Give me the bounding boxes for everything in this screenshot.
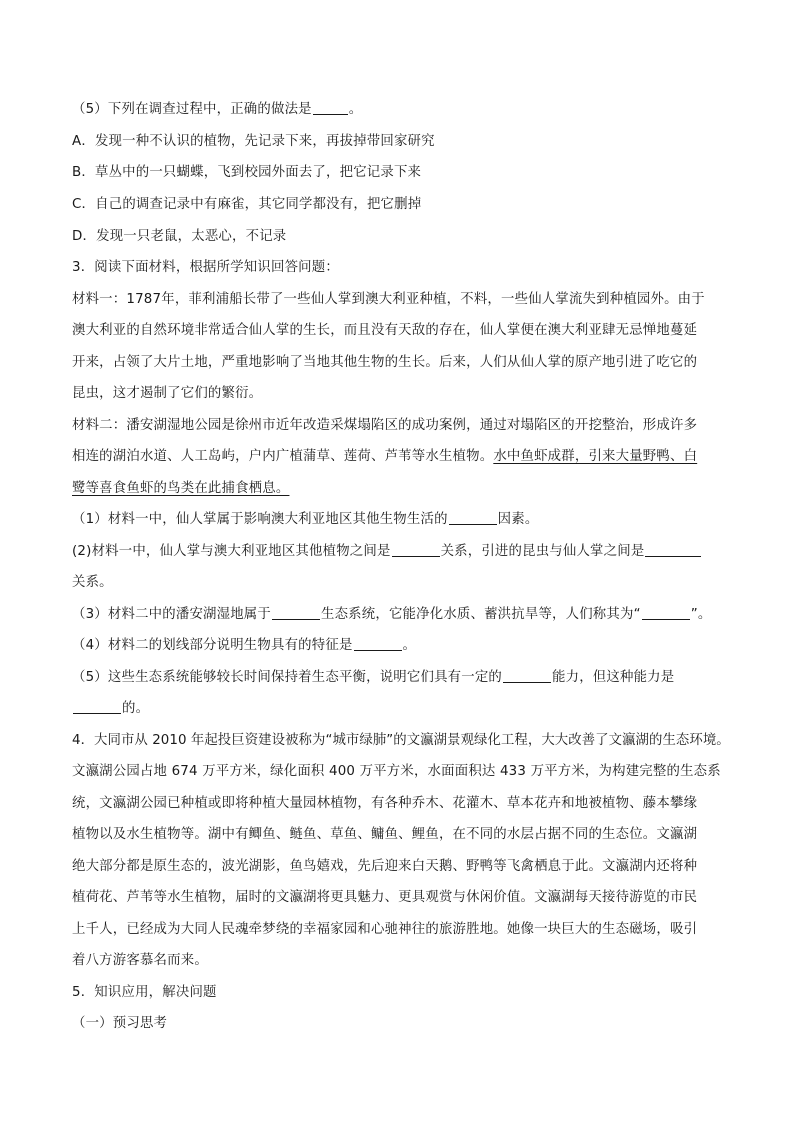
q4-line: 上千人，已经成为大同人民魂牵梦绕的幸福家园和心驰神往的旅游胜地。她像一块巨大的生态磁场，吸引: [72, 922, 698, 937]
q3-sub3: [72, 605, 711, 625]
q3-sub5-text: 能力，但这种能力是: [552, 670, 675, 685]
answer-blank[interactable]: [354, 636, 402, 651]
q3-title: 3．阅读下面材料，根据所学知识回答问题：: [72, 260, 339, 275]
answer-blank[interactable]: [642, 605, 690, 620]
q3-material1-line: 昆虫，这才遏制了它们的繁衍。: [72, 386, 263, 401]
answer-blank[interactable]: [73, 699, 121, 714]
q3-material1-line: 开来，占领了大片土地，严重地影响了当地其他生物的生长。后来，人们从仙人掌的原产地引进了吃它的: [72, 355, 698, 370]
q3-material2-underlined: 鹭等喜食鱼虾的鸟类在此捕食栖息。: [72, 481, 290, 496]
q5-part1: （一）预习思考: [72, 1016, 168, 1031]
q2-5-option-b: B．草丛中的一只蝴蝶，飞到校园外面去了，把它记录下来: [72, 165, 422, 180]
q3-sub4-text: （4）材料二的划线部分说明生物具有的特征是: [72, 638, 353, 653]
q2-5-stem: （5）下列在调查过程中，正确的做法是: [72, 102, 312, 117]
answer-blank[interactable]: [645, 542, 701, 557]
q4-line: 植荷花、芦苇等水生植物，届时的文瀛湖将更具魅力、更具观赏与休闲价值。文瀛湖每天接待游览的市民: [72, 890, 698, 905]
answer-blank[interactable]: [392, 542, 440, 557]
q3-sub5-text: （5）这些生态系统能够较长时间保持着生态平衡，说明它们具有一定的: [72, 670, 503, 685]
q3-sub2-text: (2)材料一中，仙人掌与澳大利亚地区其他植物之间是: [72, 544, 391, 559]
q3-sub2-cont: 关系。: [72, 575, 113, 590]
q3-sub1-text: （1）材料一中，仙人掌属于影响澳大利亚地区其他生物生活的: [72, 512, 448, 527]
q3-sub3-text: ”。: [690, 607, 712, 622]
q2-5-option-d: D．发现一只老鼠，太恶心，不记录: [72, 229, 287, 244]
q4-line: 着八方游客慕名而来。: [72, 953, 208, 968]
answer-blank[interactable]: [449, 510, 497, 525]
q3-sub3-text: 生态系统，它能净化水质、蓄洪抗旱等，人们称其为“: [321, 607, 641, 622]
q2-5-option-c: C．自己的调查记录中有麻雀，其它同学都没有，把它删掉: [72, 197, 422, 212]
answer-blank[interactable]: [503, 668, 551, 683]
q3-material2-line: [72, 479, 289, 499]
q3-material2-underlined: 水中鱼虾成群，引来大量野鸭、白: [493, 449, 698, 464]
q3-sub2-text: 关系，引进的昆虫与仙人掌之间是: [440, 544, 645, 559]
answer-blank[interactable]: [272, 605, 320, 620]
q4-line: 文瀛湖公园占地 674 万平方米，绿化面积 400 万平方米，水面面积达 433 万平方米，为构建完整的生态系: [72, 764, 721, 779]
q3-sub5: [72, 668, 674, 688]
q4-line: 植物以及水生植物等。湖中有鲫鱼、鲢鱼、草鱼、鳙鱼、鲤鱼，在不同的水层占据不同的生态位。文瀛湖: [72, 827, 698, 842]
q3-sub5-text: 的。: [122, 701, 150, 716]
q3-material2-line: 材料二：潘安湖湿地公园是徐州市近年改造采煤塌陷区的成功案例，通过对塌陷区的开挖整治，形成许多: [72, 418, 698, 433]
q3-sub5-cont: [72, 699, 149, 719]
q4-line: 绝大部分都是原生态的，波光湖影，鱼鸟嬉戏，先后迎来白天鹅、野鸭等飞禽栖息于此。文瀛湖内还将种: [72, 859, 698, 874]
q4-line: 统，文瀛湖公园已种植或即将种植大量园林植物，有各种乔木、花灌木、草本花卉和地被植物、藤本攀缘: [72, 796, 698, 811]
q3-sub3-text: （3）材料二中的潘安湖湿地属于: [72, 607, 271, 622]
q2-5-stem-line: [72, 100, 362, 120]
q4-line: 4．大同市从 2010 年起投巨资建设被称为“城市绿肺”的文瀛湖景观绿化工程，大大改善了文瀛湖的生态环境。: [72, 733, 730, 748]
q3-sub1-text: 因素。: [497, 512, 539, 527]
q3-material1-line: 澳大利亚的自然环境非常适合仙人掌的生长，而且没有天敌的存在，仙人掌便在澳大利亚肆无忌惮地蔓延: [72, 323, 698, 338]
q2-5-option-a: A．发现一种不认识的植物，先记录下来，再拔掉带回家研究: [72, 134, 435, 149]
q5-title: 5．知识应用，解决问题: [72, 985, 217, 1000]
q3-sub2: [72, 542, 702, 562]
q2-5-stem-end: 。: [348, 102, 363, 117]
q3-sub4: [72, 636, 416, 656]
q3-sub4-text: 。: [402, 638, 417, 653]
q3-sub1: [72, 510, 538, 530]
q3-material2-line: [72, 447, 697, 467]
q3-material1-line: 材料一：1787年，菲利浦船长带了一些仙人掌到澳大利亚种植，不料，一些仙人掌流失到种植园外。由于: [72, 292, 705, 307]
q3-material2-text: 相连的湖泊水道、人工岛屿，户内广植蒲草、莲荷、芦苇等水生植物。: [72, 449, 494, 464]
answer-blank[interactable]: [313, 100, 348, 115]
